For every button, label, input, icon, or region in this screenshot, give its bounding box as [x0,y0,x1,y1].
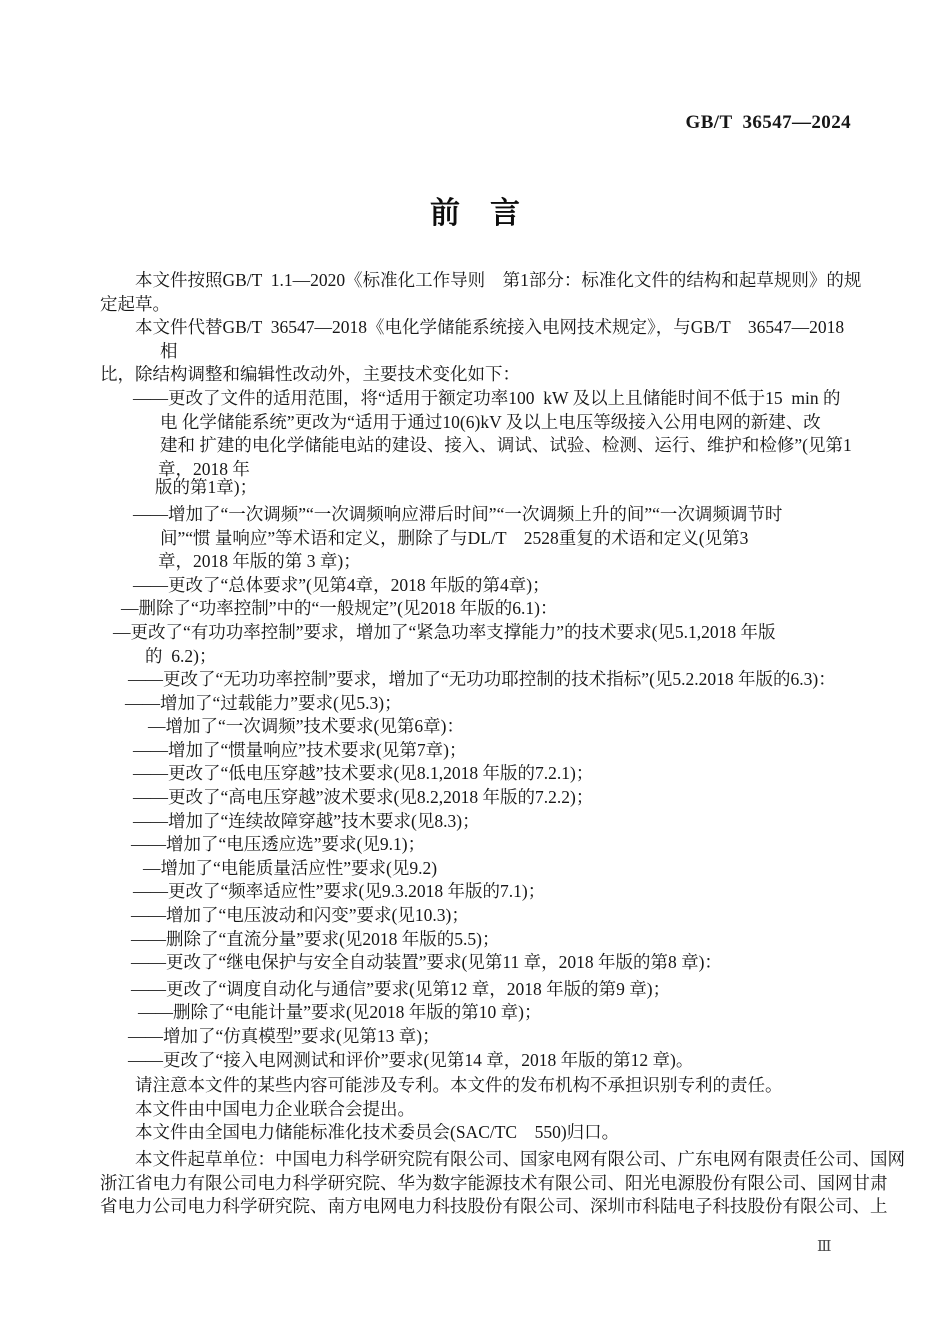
change-item-line: 版的第1章)； [155,477,258,498]
change-item-line: —更改了“有功功率控制”要求，增加了“紧急功率支撑能力”的技术要求(见5.1,2018 年版 [113,621,776,642]
change-item-line: ——增加了“连续故障穿越”技木要求(见8.3)； [133,810,480,831]
change-item-line: ——增加了“过载能力”要求(见5.3)； [125,692,402,713]
change-item-line: ——更改了“无功功率控制”要求，增加了“无功功耶控制的技术指标”(见5.2.2018 年版的6.3)： [128,669,836,690]
change-item-line: 的 6.2)； [145,645,217,666]
paragraph-line: 本文件由全国电力储能标准化技术委员会(SAC/TC 550)归口。 [135,1122,620,1143]
change-item-line: 电 化学储能系统”更改为“适用于通过10(6)kV 及以上电压等级接入公用电网的新建、改 [160,411,821,432]
page-title: 前 言 [430,197,520,230]
change-item-line: —增加了“一次调频”技术要求(见第6章)： [148,716,464,737]
change-item-line: ——增加了“仿真模型”要求(见第13 章)； [128,1026,440,1046]
change-item-line: ——增加了“电压波动和闪变”要求(见10.3)； [131,905,469,926]
change-item-line: ——更改了“继电保护与安全自动装置”要求(见第11 章，2018 年版的第8 章)： [131,952,722,973]
standard-number: GB/T 36547—2024 [685,112,851,133]
paragraph-line: 定起草。 [100,293,170,314]
change-item-line: ——更改了“调度自动化与通信”要求(见第12 章，2018 年版的第9 章)； [131,978,671,999]
change-item-line: ——更改了“总体要求”(见第4章，2018 年版的第4章)； [133,574,550,595]
change-item-line: ——更改了“频率适应性”要求(见9.3.2018 年版的7.1)； [133,881,546,902]
change-item-line: ——更改了文件的适用范围，将“适用于额定功率100 kW 及以上且储能时间不低于15 min 的 [133,387,841,408]
paragraph-line: 请注意本文件的某些内容可能涉及专利。本文件的发布机构不承担识别专利的责任。 [135,1075,783,1096]
change-item-line: ——删除了“直流分量”要求(见2018 年版的5.5)； [131,928,500,949]
foreword-body [100,269,905,1219]
change-item-line: ——增加了“一次调频”“一次调频响应滞后时间”“一次调频上升的间”“一次调频调节时 [133,503,783,524]
paragraph-line: 浙江省电力有限公司电力科学研究院、华为数字能源技术有限公司、阳光电源股份有限公司、国网甘肃 [100,1172,888,1193]
change-item-line: —删除了“功率控制”中的“一般规定”(见2018 年版的6.1)： [121,598,558,619]
paragraph-line: 本文件起草单位：中国电力科学研究院有限公司、国家电网有限公司、广东电网有限责任公司、国网 [135,1148,905,1169]
change-item-line: —增加了“电能质量活应性”要求(见9.2) [143,857,438,878]
paragraph-line: 本文件按照GB/T 1.1—2020《标准化工作导则 第1部分：标准化文件的结构和起草规则》的规 [135,270,862,290]
change-item-line: 建和 扩建的电化学储能电站的建设、接入、调试、试验、检测、运行、维护和检修”(见第1 [160,435,852,456]
paragraph-line: 本文件代替GB/T 36547—2018《电化学储能系统接入电网技术规定》，与GB/T 36547—2018 [135,317,845,338]
paragraph-line: 相 [160,340,178,361]
page-number: Ⅲ [817,1239,832,1255]
paragraph-line: 省电力公司电力科学研究院、南方电网电力科技股份有限公司、深圳市科陆电子科技股份有限公司、上 [100,1196,888,1217]
change-item-line: ——增加了“电压透应选”要求(见9.1)； [131,834,426,855]
paragraph-line: 本文件由中国电力企业联合会提出。 [135,1098,415,1119]
change-item-line: ——删除了“电能计量”要求(见2018 年版的第10 章)； [138,1002,542,1023]
change-item-line: 章，2018 年版的第 3 章)； [158,551,361,572]
paragraph-line: 比，除结构调整和编辑性改动外，主要技术变化如下： [100,364,520,385]
change-item-line: ——更改了“高电压穿越”波术要求(见8.2,2018 年版的7.2.2)； [133,787,594,808]
change-item-line: ——更改了“低电压穿越”技术要求(见8.1,2018 年版的7.2.1)； [133,763,594,784]
change-item-line: ——增加了“惯量响应”技术要求(见第7章)； [133,739,467,760]
change-item-line: ——更改了“接入电网测试和评价”要求(见第14 章，2018 年版的第12 章)。 [128,1049,694,1070]
change-item-line: 章，2018 年 [158,458,250,479]
change-item-line: 间”“惯 量响应”等术语和定义，删除了与DL/T 2528重复的术语和定义(见第3 [160,527,749,548]
